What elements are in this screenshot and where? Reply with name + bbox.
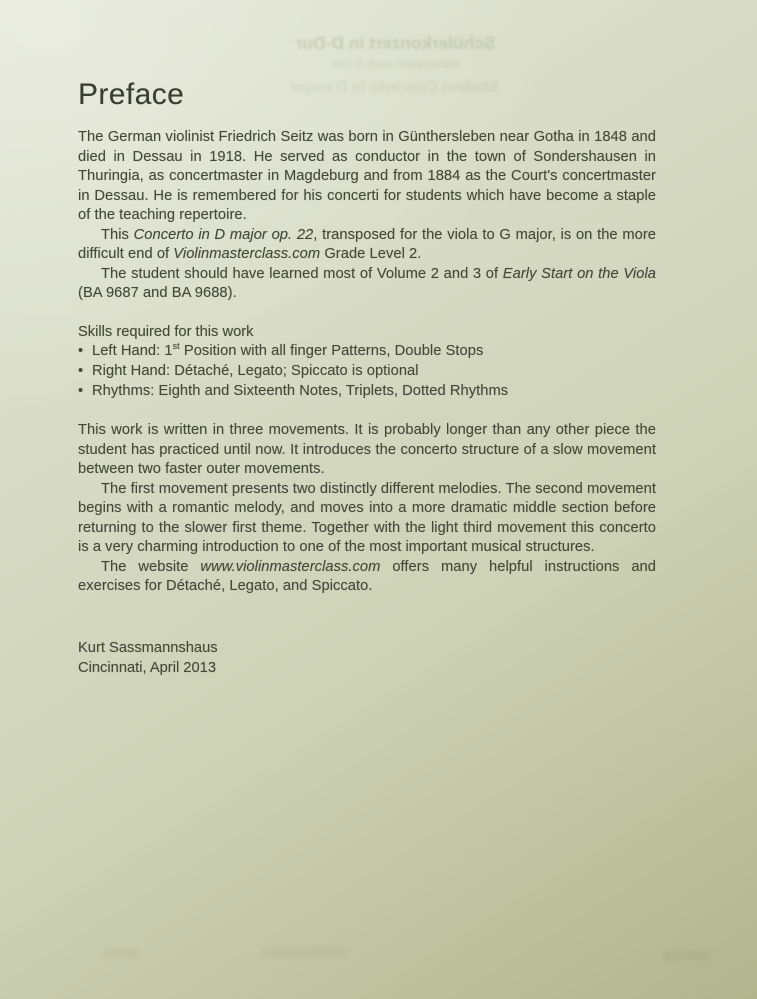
prerequisites-paragraph: The student should have learned most of Volume 2 and 3 of Early Start on the Viola (BA 9687 and BA 9688). bbox=[78, 265, 656, 301]
biography-paragraph: The German violinist Friedrich Seitz was born in Günthersleben near Gotha in 1848 and died in Dessau in 1918. He served as conductor in the town of Sondershausen in Thuringia, as concertmaster in Magdeburg and from 1884 as the Court's concertmaster in Dessau. He is remembered for his concerti for students which have become a staple of the teaching repertoire. bbox=[78, 129, 656, 223]
concerto-description-paragraph: This Concerto in D major op. 22, transposed for the viola to G major, is on the more difficult end of Violinmasterclass.com Grade Level 2. bbox=[78, 226, 657, 262]
skills-item-text: Rhythms: Eighth and Sixteenth Notes, Triplets, Dotted Rhythms bbox=[92, 382, 509, 399]
skills-item-text: Right Hand: Détaché, Legato; Spiccato is optional bbox=[92, 362, 419, 379]
skills-item-text: Left Hand: 1st Position with all finger Patterns, Double Stops bbox=[92, 341, 484, 359]
movements-paragraph: This work is written in three movements. It is probably longer than any other piece the student has practiced until now. It introduces the concerto structure of a slow movement between two faster outer movements. bbox=[78, 422, 656, 478]
melodies-paragraph: The first movement presents two distinctly different melodies. The second movement begins with a romantic melody, and moves into a more dramatic middle section before returning to the slower first theme. Together with the light third movement this concerto is a very charming introduction to one of the most important musical structures. bbox=[78, 480, 656, 556]
skills-list bbox=[78, 342, 656, 401]
bullet-marker: • bbox=[78, 382, 84, 399]
show-through-smudge bbox=[103, 949, 139, 957]
place-and-date: Cincinnati, April 2013 bbox=[78, 659, 216, 676]
bullet-marker: • bbox=[78, 362, 84, 379]
bullet-marker: • bbox=[78, 343, 84, 359]
website-paragraph: The website www.violinmasterclass.com offers many helpful instructions and exercises for Détaché, Legato, and Spiccato. bbox=[78, 558, 656, 595]
show-through-subtitle-line: transponiert nach G-Dur bbox=[331, 57, 460, 71]
signature-block bbox=[78, 639, 656, 679]
skills-section-title: Skills required for this work bbox=[78, 323, 254, 340]
skills-item-left-hand bbox=[78, 342, 656, 362]
skills-item-rhythms bbox=[78, 382, 656, 402]
show-through-smudge bbox=[663, 951, 711, 960]
preface-content bbox=[78, 78, 656, 678]
show-through-title-line: Schülerkonzert in D-Dur bbox=[295, 33, 496, 53]
skills-item-right-hand bbox=[78, 362, 656, 382]
author-name: Kurt Sassmannshaus bbox=[78, 639, 218, 656]
page-title: Preface bbox=[78, 78, 185, 111]
show-through-english-title-line: Student Concerto in D major bbox=[289, 79, 500, 96]
show-through-smudge bbox=[262, 948, 347, 957]
